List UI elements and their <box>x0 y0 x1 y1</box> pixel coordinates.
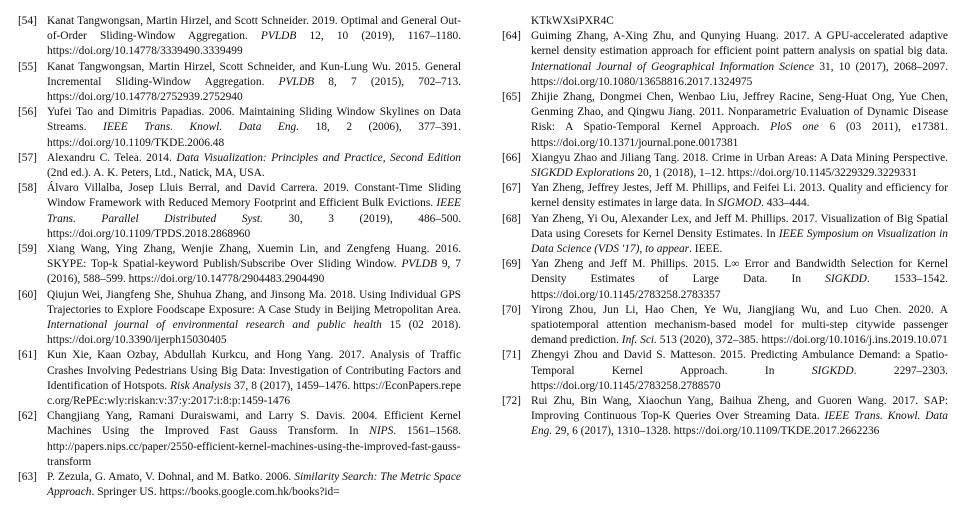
reference-number: [64] <box>502 30 521 43</box>
reference-item <box>18 242 461 288</box>
reference-details: 15 (02 2018). https://doi.org/10.3390/ijerph15030405 <box>47 319 461 347</box>
reference-item <box>502 394 948 440</box>
reference-number: [66] <box>502 151 521 164</box>
reference-text: Guiming Zhang, A-Xing Zhu, and Qunying Huang. 2017. A GPU-accelerated adaptive kernel density estimation approach for efficient point pattern analysis on spatial big data. <box>531 30 948 58</box>
reference-item <box>18 470 461 500</box>
reference-details: . Springer US. https://books.google.com.hk/books?id= <box>91 486 340 499</box>
reference-item <box>502 29 948 90</box>
reference-text: Kun Xie, Kaan Ozbay, Abdullah Kurkcu, and Hong Yang. 2017. Analysis of Traffic Crashes Involving Pedestrians Using Big Data: Investigation of Contributing Factors and Identification of Hotspots. <box>47 349 461 392</box>
reference-details: 29, 6 (2017), 1310–1328. https://doi.org/10.1109/TKDE.2017.2662236 <box>552 425 880 438</box>
reference-details: . IEEE. <box>689 243 723 256</box>
reference-item <box>18 105 461 151</box>
reference-number: [68] <box>502 212 521 225</box>
reference-venue: PVLDB <box>401 258 437 271</box>
reference-venue: Inf. Sci. <box>621 334 657 347</box>
reference-text: P. Zezula, G. Amato, V. Dohnal, and M. Batko. 2006. <box>47 471 295 484</box>
reference-venue: Data Visualization: Principles and Practice, Second Edition <box>176 151 461 164</box>
reference-item <box>18 151 461 181</box>
reference-details: . 2297–2303. https://doi.org/10.1145/2783258.2788570 <box>531 364 948 392</box>
reference-number: [71] <box>502 349 521 362</box>
reference-details: 8, 7 (2015), 702–713. https://doi.org/10.14778/2752939.2752940 <box>47 75 461 104</box>
reference-item <box>502 257 948 303</box>
reference-venue: SIGKDD <box>825 273 867 286</box>
reference-text: Qiujun Wei, Jiangfeng She, Shuhua Zhang, and Jinsong Ma. 2018. Using Individual GPS Trajectories to Explore Foodscape Exposure: A Case Study in Beijing Metropolitan Area. <box>47 288 461 316</box>
reference-details: 12, 10 (2019), 1167–1180. https://doi.org/10.14778/3339490.3339499 <box>47 30 461 58</box>
reference-item <box>502 212 948 258</box>
reference-venue: IEEE Trans. Knowl. Data Eng. <box>103 121 300 134</box>
reference-text: Xiang Wang, Ying Zhang, Wenjie Zhang, Xuemin Lin, and Zengfeng Huang. 2016. SKYPE: Top-k Spatial-keyword Publish/Subscribe Over Sliding Window. <box>47 243 461 271</box>
reference-details: 30, 3 (2019), 486–500. https://doi.org/10.1109/TPDS.2018.2868960 <box>47 212 461 240</box>
reference-venue: Risk Analysis <box>170 379 232 392</box>
reference-number: [54] <box>18 15 37 27</box>
reference-details: 6 (03 2011), e17381. https://doi.org/10.1371/journal.pone.0017381 <box>531 121 948 149</box>
reference-details: . 1561–1568. http://papers.nips.cc/paper/2550-efficient-kernel-machines-using-the-improved-fast-gauss-transform <box>47 425 461 468</box>
reference-venue: PloS one <box>770 121 819 134</box>
reference-number: [69] <box>502 258 521 271</box>
reference-item <box>18 14 461 60</box>
reference-details: 37, 8 (2017), 1459–1476. https://EconPapers.repec.org/RePEc:wly:riskan:v:37:y:2017:i:8:p:1459-1476 <box>47 379 461 408</box>
reference-item <box>18 288 461 349</box>
reference-venue: PVLDB <box>260 30 297 43</box>
reference-text: Yan Zheng, Yi Ou, Alexander Lex, and Jeff M. Phillips. 2017. Visualization of Big Spatial Data using Coresets for Kernel Density Estimates. In <box>531 212 948 240</box>
reference-venue: SIGMOD <box>717 197 762 210</box>
reference-number: [63] <box>18 471 37 484</box>
reference-item <box>502 151 948 181</box>
reference-continuation: KTkWXsiPXR4C <box>531 15 614 27</box>
reference-venue: Similarity Search: The Metric Space Approach <box>47 471 461 499</box>
reference-item <box>18 181 461 242</box>
reference-details: . 433–444. <box>761 197 810 210</box>
reference-number: [62] <box>18 410 37 423</box>
references-right-column <box>502 14 948 440</box>
reference-venue: SIGKDD <box>811 364 854 377</box>
reference-number: [67] <box>502 182 521 195</box>
reference-details: . 1533–1542. https://doi.org/10.1145/2783258.2783357 <box>531 273 948 301</box>
reference-text: Zhijie Zhang, Dongmei Chen, Wenbao Liu, Jeffrey Racine, Seng-Huat Ong, Yue Chen, Genming Zhao, and Qingwu Jiang. 2011. Nonparametric Evaluation of Dynamic Disease Risk: A Spatio-Temporal Kernel Approach. <box>531 91 948 134</box>
reference-number: [57] <box>18 151 37 164</box>
reference-item <box>502 348 948 394</box>
reference-details: 31, 10 (2017), 2068–2097. https://doi.org/10.1080/13658816.2017.1324975 <box>531 60 949 88</box>
reference-details: 18, 2 (2006), 377–391. https://doi.org/10.1109/TKDE.2006.48 <box>47 121 461 149</box>
reference-item <box>502 181 948 211</box>
reference-text: Changjiang Yang, Ramani Duraiswami, and Larry S. Davis. 2004. Efficient Kernel Machines Using the Improved Fast Gauss Transform. In <box>47 410 461 438</box>
reference-venue: IEEE Symposium on Visualization in Data Science (VDS '17), to appear <box>531 227 948 256</box>
reference-item <box>18 60 461 106</box>
reference-venue: IEEE Trans. Parallel Distributed Syst. <box>47 197 461 225</box>
reference-venue: SIGKDD Explorations <box>531 167 635 180</box>
reference-number: [59] <box>18 243 37 256</box>
reference-number: [70] <box>502 303 521 316</box>
reference-text: Álvaro Villalba, Josep Lluis Berral, and David Carrera. 2019. Constant-Time Sliding Window Framework with Reduced Memory Footprint and Efficient Bulk Evictions. <box>47 182 461 210</box>
reference-venue: NIPS <box>369 425 394 438</box>
reference-number: [55] <box>18 60 37 73</box>
reference-text: Yirong Zhou, Jun Li, Hao Chen, Ye Wu, Jiangjiang Wu, and Luo Chen. 2020. A spatiotemporal attention mechanism-based model for multi-step citywide passenger demand prediction. <box>531 303 948 347</box>
reference-details: (2nd ed.). A. K. Peters, Ltd., Natick, MA, USA. <box>47 167 265 180</box>
reference-item <box>502 303 948 349</box>
reference-details: 20, 1 (2018), 1–12. https://doi.org/10.1145/3229329.3229331 <box>634 167 918 180</box>
reference-item <box>18 348 461 409</box>
reference-venue: PVLDB <box>278 75 315 88</box>
reference-venue: International Journal of Geographical Information Science <box>531 60 815 73</box>
reference-text: Yan Zheng and Jeff M. Phillips. 2015. L∞ Error and Bandwidth Selection for Kernel Density Estimates of Large Data. In <box>531 258 948 286</box>
reference-number: [61] <box>18 349 37 362</box>
reference-item <box>502 90 948 151</box>
reference-text: Zhengyi Zhou and David S. Matteson. 2015. Predicting Ambulance Demand: a Spatio-Temporal Kernel Approach. In <box>531 349 948 377</box>
reference-text: Kanat Tangwongsan, Martin Hirzel, and Scott Schneider. 2019. Optimal and General Out-of-Order Sliding-Window Aggregation. <box>47 15 461 43</box>
reference-text: Rui Zhu, Bin Wang, Xiaochun Yang, Baihua Zheng, and Guoren Wang. 2017. SAP: Improving Continuous Top-K Queries Over Streaming Data. <box>531 395 948 423</box>
reference-text: Alexandru C. Telea. 2014. <box>47 151 177 164</box>
reference-details: 9, 7 (2016), 588–599. https://doi.org/10.14778/2904483.2904490 <box>47 258 461 286</box>
reference-text: Yufei Tao and Dimitris Papadias. 2006. Maintaining Sliding Window Skylines on Data Streams. <box>47 106 461 134</box>
reference-item <box>18 409 461 470</box>
reference-venue: International journal of environmental research and public health <box>47 319 382 332</box>
references-left-column <box>18 14 461 501</box>
reference-number: [72] <box>502 395 521 408</box>
reference-venue: IEEE Trans. Knowl. Data Eng. <box>531 410 948 438</box>
reference-number: [65] <box>502 91 521 104</box>
reference-text: Kanat Tangwongsan, Martin Hirzel, Scott Schneider, and Kun-Lung Wu. 2015. General Incremental Sliding-Window Aggregation. <box>47 60 461 88</box>
reference-text: Yan Zheng, Jeffrey Jestes, Jeff M. Phillips, and Feifei Li. 2013. Quality and efficiency for kernel density estimates in large data. In <box>531 182 948 210</box>
reference-details: 513 (2020), 372–385. https://doi.org/10.1016/j.ins.2019.10.071 <box>656 334 948 347</box>
reference-text: Xiangyu Zhao and Jiliang Tang. 2018. Crime in Urban Areas: A Data Mining Perspective. <box>531 151 948 164</box>
reference-number: [58] <box>18 182 37 195</box>
reference-number: [60] <box>18 288 37 301</box>
reference-number: [56] <box>18 106 37 119</box>
